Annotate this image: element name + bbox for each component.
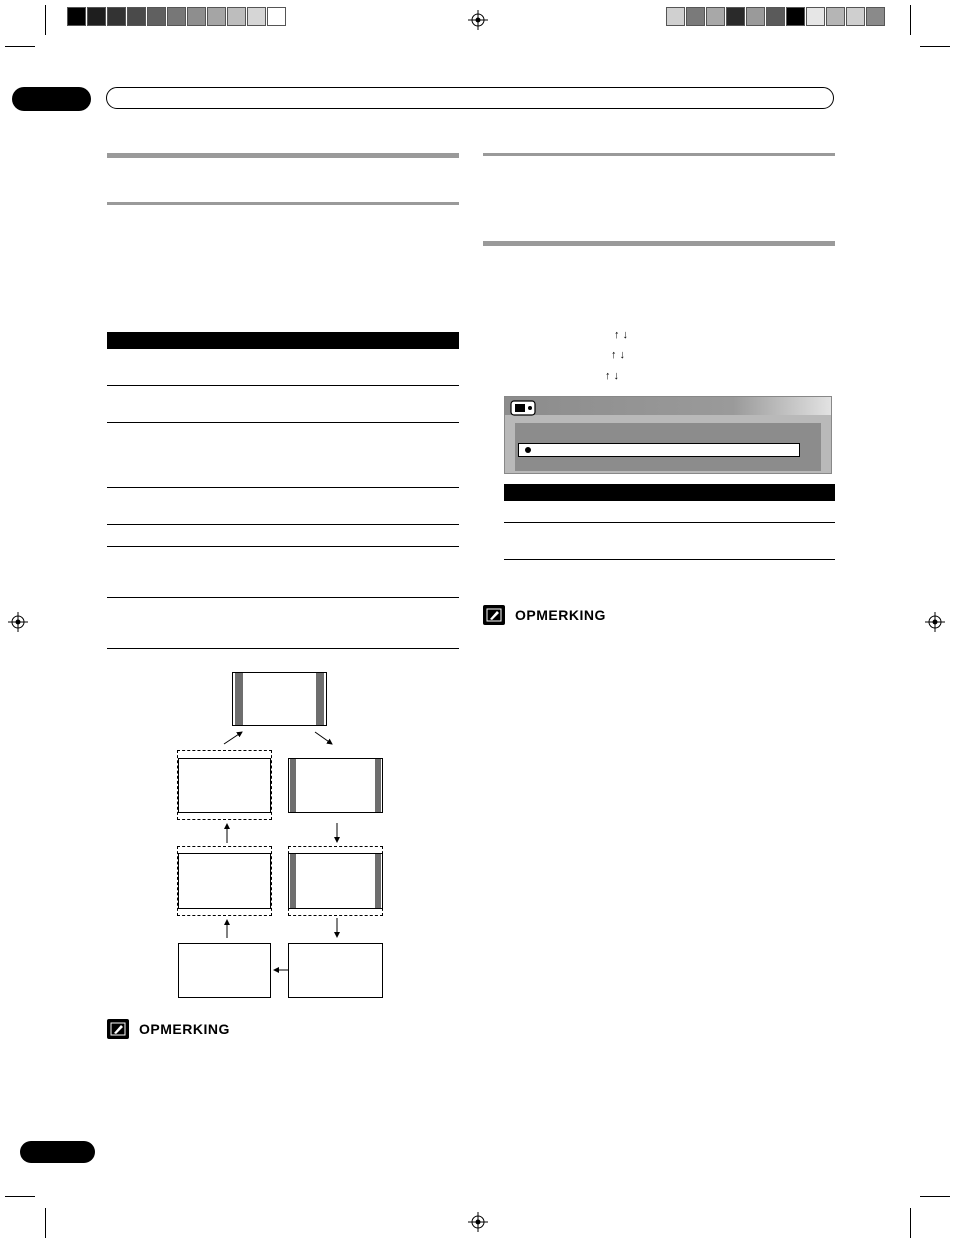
subsection-heading-rule xyxy=(483,241,835,246)
swatch xyxy=(227,7,246,26)
table-row xyxy=(107,487,459,488)
selected-bullet-icon xyxy=(525,447,531,453)
swatch xyxy=(127,7,146,26)
osd-menu-selected-row[interactable] xyxy=(518,443,800,457)
up-down-arrows-icon: ↑ ↓ xyxy=(614,329,629,341)
pencil-note-icon xyxy=(107,1019,129,1039)
swatch xyxy=(167,7,186,26)
table-row xyxy=(107,597,459,598)
swatch xyxy=(766,7,785,26)
swatch xyxy=(666,7,685,26)
swatch xyxy=(786,7,805,26)
table-header xyxy=(504,484,835,501)
osd-menu-body xyxy=(515,423,821,471)
registration-mark-icon xyxy=(468,10,488,30)
swatch xyxy=(726,7,745,26)
subsection-heading-rule xyxy=(107,202,459,205)
swatch xyxy=(686,7,705,26)
swatch xyxy=(866,7,885,26)
table-row xyxy=(504,522,835,523)
note-label: OPMERKING xyxy=(139,1021,230,1037)
table-row xyxy=(107,422,459,423)
tv-menu-icon xyxy=(509,398,539,418)
swatch xyxy=(147,7,166,26)
note-label: OPMERKING xyxy=(515,607,606,623)
swatch xyxy=(806,7,825,26)
swatch xyxy=(846,7,865,26)
table-row xyxy=(107,385,459,386)
registration-mark-icon xyxy=(925,612,945,632)
swatch xyxy=(67,7,86,26)
chapter-tab xyxy=(12,87,91,111)
note-right xyxy=(483,605,606,625)
table-row xyxy=(504,559,835,560)
swatch xyxy=(706,7,725,26)
table-header xyxy=(107,332,459,349)
up-down-arrows-icon: ↑ ↓ xyxy=(611,349,626,361)
section-heading-rule xyxy=(107,153,459,158)
osd-menu-titlebar xyxy=(505,397,831,415)
swatch xyxy=(826,7,845,26)
chapter-header-bar xyxy=(106,87,834,109)
swatch xyxy=(187,7,206,26)
page-number-tab xyxy=(20,1141,95,1163)
up-down-arrows-icon: ↑ ↓ xyxy=(605,370,620,382)
swatch xyxy=(267,7,286,26)
swatch xyxy=(247,7,266,26)
pencil-note-icon xyxy=(483,605,505,625)
screen-mode-4-3 xyxy=(232,672,327,726)
section-heading-rule xyxy=(483,153,835,156)
registration-mark-icon xyxy=(468,1212,488,1232)
swatch xyxy=(107,7,126,26)
swatch xyxy=(746,7,765,26)
cycle-arrows xyxy=(150,720,410,980)
swatch xyxy=(87,7,106,26)
table-row xyxy=(107,546,459,547)
registration-mark-icon xyxy=(8,612,28,632)
note-left xyxy=(107,1019,230,1039)
table-row xyxy=(107,648,459,649)
osd-menu-panel xyxy=(504,396,832,474)
swatch xyxy=(207,7,226,26)
table-row xyxy=(107,524,459,525)
